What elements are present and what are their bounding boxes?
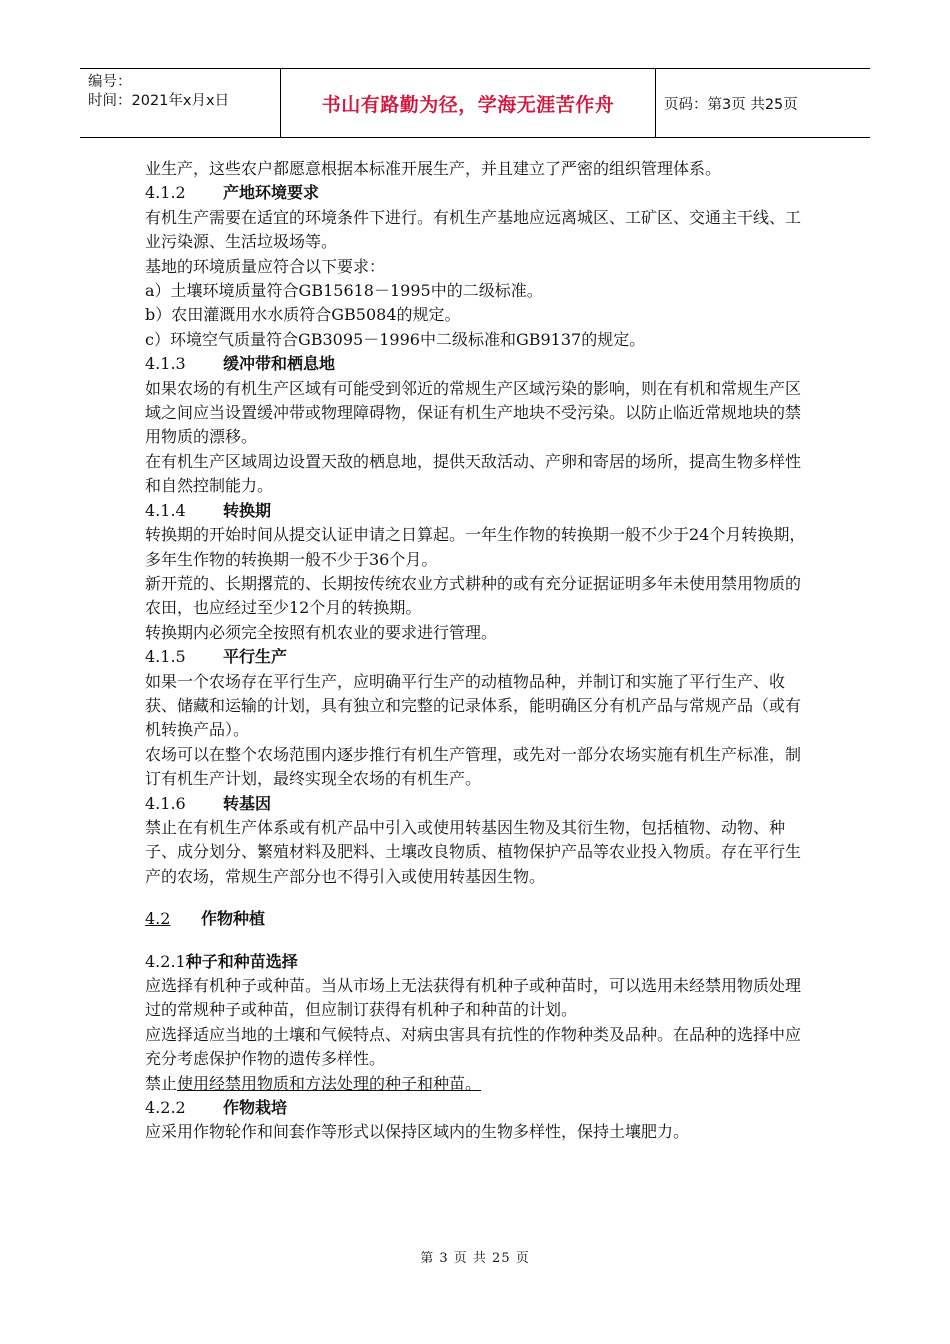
header-page-info: 页码：第3页 共25页 [664, 96, 798, 113]
section-heading-4-2: 4.2 作物种植 [145, 909, 266, 929]
paragraph: 如果一个农场存在平行生产，应明确平行生产的动植物品种，并制订和实施了平行生产、收获、储藏和运输的计划，具有独立和完整的记录体系，能明确区分有机产品与常规产品（或有机转换产品）。 [145, 671, 802, 740]
section-heading-4-1-3: 4.1.3 缓冲带和栖息地 [145, 354, 336, 374]
header-motto: 书山有路勤为径，学海无涯苦作舟 [281, 69, 656, 137]
page-footer: 第 3 页 共 25 页 [420, 1251, 530, 1266]
paragraph: 应选择有机种子或种苗。当从市场上无法获得有机种子或种苗时，可以选用未经禁用物质处理过的常规种子或种苗，但应制订获得有机种子和种苗的计划。 [145, 976, 802, 1020]
section-heading-4-2-2: 4.2.2 作物栽培 [145, 1098, 288, 1118]
header-meta [80, 69, 281, 137]
list-item: c）环境空气质量符合GB3095－1996中二级标准和GB9137的规定。 [145, 329, 646, 349]
paragraph: 转换期的开始时间从提交认证申请之日算起。一年生作物的转换期一般不少于24个月转换期，多年生作物的转换期一般不少于36个月。 [145, 525, 806, 569]
section-heading-4-2-1: 4.2.1种子和种苗选择 [145, 951, 298, 971]
paragraph: 农场可以在整个农场范围内逐步推行有机生产管理，或先对一部分农场实施有机生产标准，制订有机生产计划，最终实现全农场的有机生产。 [145, 744, 802, 789]
section-heading-4-1-4: 4.1.4 转换期 [145, 500, 272, 520]
page-header [80, 68, 870, 138]
document-body [145, 157, 810, 1145]
paragraph: 转换期内必须完全按照有机农业的要求进行管理。 [145, 622, 498, 642]
section-heading-4-1-6: 4.1.6 转基因 [145, 793, 272, 813]
underlined-text: 使用经禁用物质和方法处理的种子和种苗。 [177, 1073, 482, 1093]
section-heading-4-1-2: 4.1.2 产地环境要求 [145, 183, 320, 203]
paragraph: 应采用作物轮作和间套作等形式以保持区域内的生物多样性，保持土壤肥力。 [145, 1122, 690, 1142]
paragraph: 在有机生产区域周边设置天敌的栖息地，提供天敌活动、产卵和寄居的场所，提高生物多样性和自然控制能力。 [145, 451, 802, 496]
paragraph: 禁止在有机生产体系或有机产品中引入或使用转基因生物及其衍生物，包括植物、动物、种子、成分划分、繁殖材料及肥料、土壤改良物质、植物保护产品等农业投入物质。存在平行生产的农场，常规生产部分也不得引入或使用转基因生物。 [145, 817, 802, 886]
list-item: b）农田灌溉用水水质符合GB5084的规定。 [145, 305, 461, 325]
paragraph: 如果农场的有机生产区域有可能受到邻近的常规生产区域污染的影响，则在有机和常规生产区域之间应当设置缓冲带或物理障碍物，保证有机生产地块不受污染。以防止临近常规地块的禁用物质的漂移。 [145, 378, 802, 447]
paragraph: 业生产，这些农户都愿意根据本标准开展生产，并且建立了严密的组织管理体系。 [145, 159, 722, 178]
paragraph: 新开荒的、长期撂荒的、长期按传统农业方式耕种的或有充分证据证明多年未使用禁用物质的农田，也应经过至少12个月的转换期。 [145, 573, 802, 618]
paragraph: 应选择适应当地的土壤和气候特点、对病虫害具有抗性的作物种类及品种。在品种的选择中应充分考虑保护作物的遗传多样性。 [145, 1024, 802, 1069]
paragraph: 基地的环境质量应符合以下要求： [145, 256, 386, 276]
section-heading-4-1-5: 4.1.5 平行生产 [145, 647, 288, 667]
paragraph: 禁止使用经禁用物质和方法处理的种子和种苗。 [145, 1073, 482, 1093]
doc-time-label: 时间：2021年x月x日 [88, 93, 230, 109]
doc-number-label: 编号： [88, 74, 132, 90]
paragraph: 有机生产需要在适宜的环境条件下进行。有机生产基地应远离城区、工矿区、交通主干线、工业污染源、生活垃圾场等。 [145, 207, 802, 252]
list-item: a）土壤环境质量符合GB15618－1995中的二级标准。 [145, 281, 543, 301]
